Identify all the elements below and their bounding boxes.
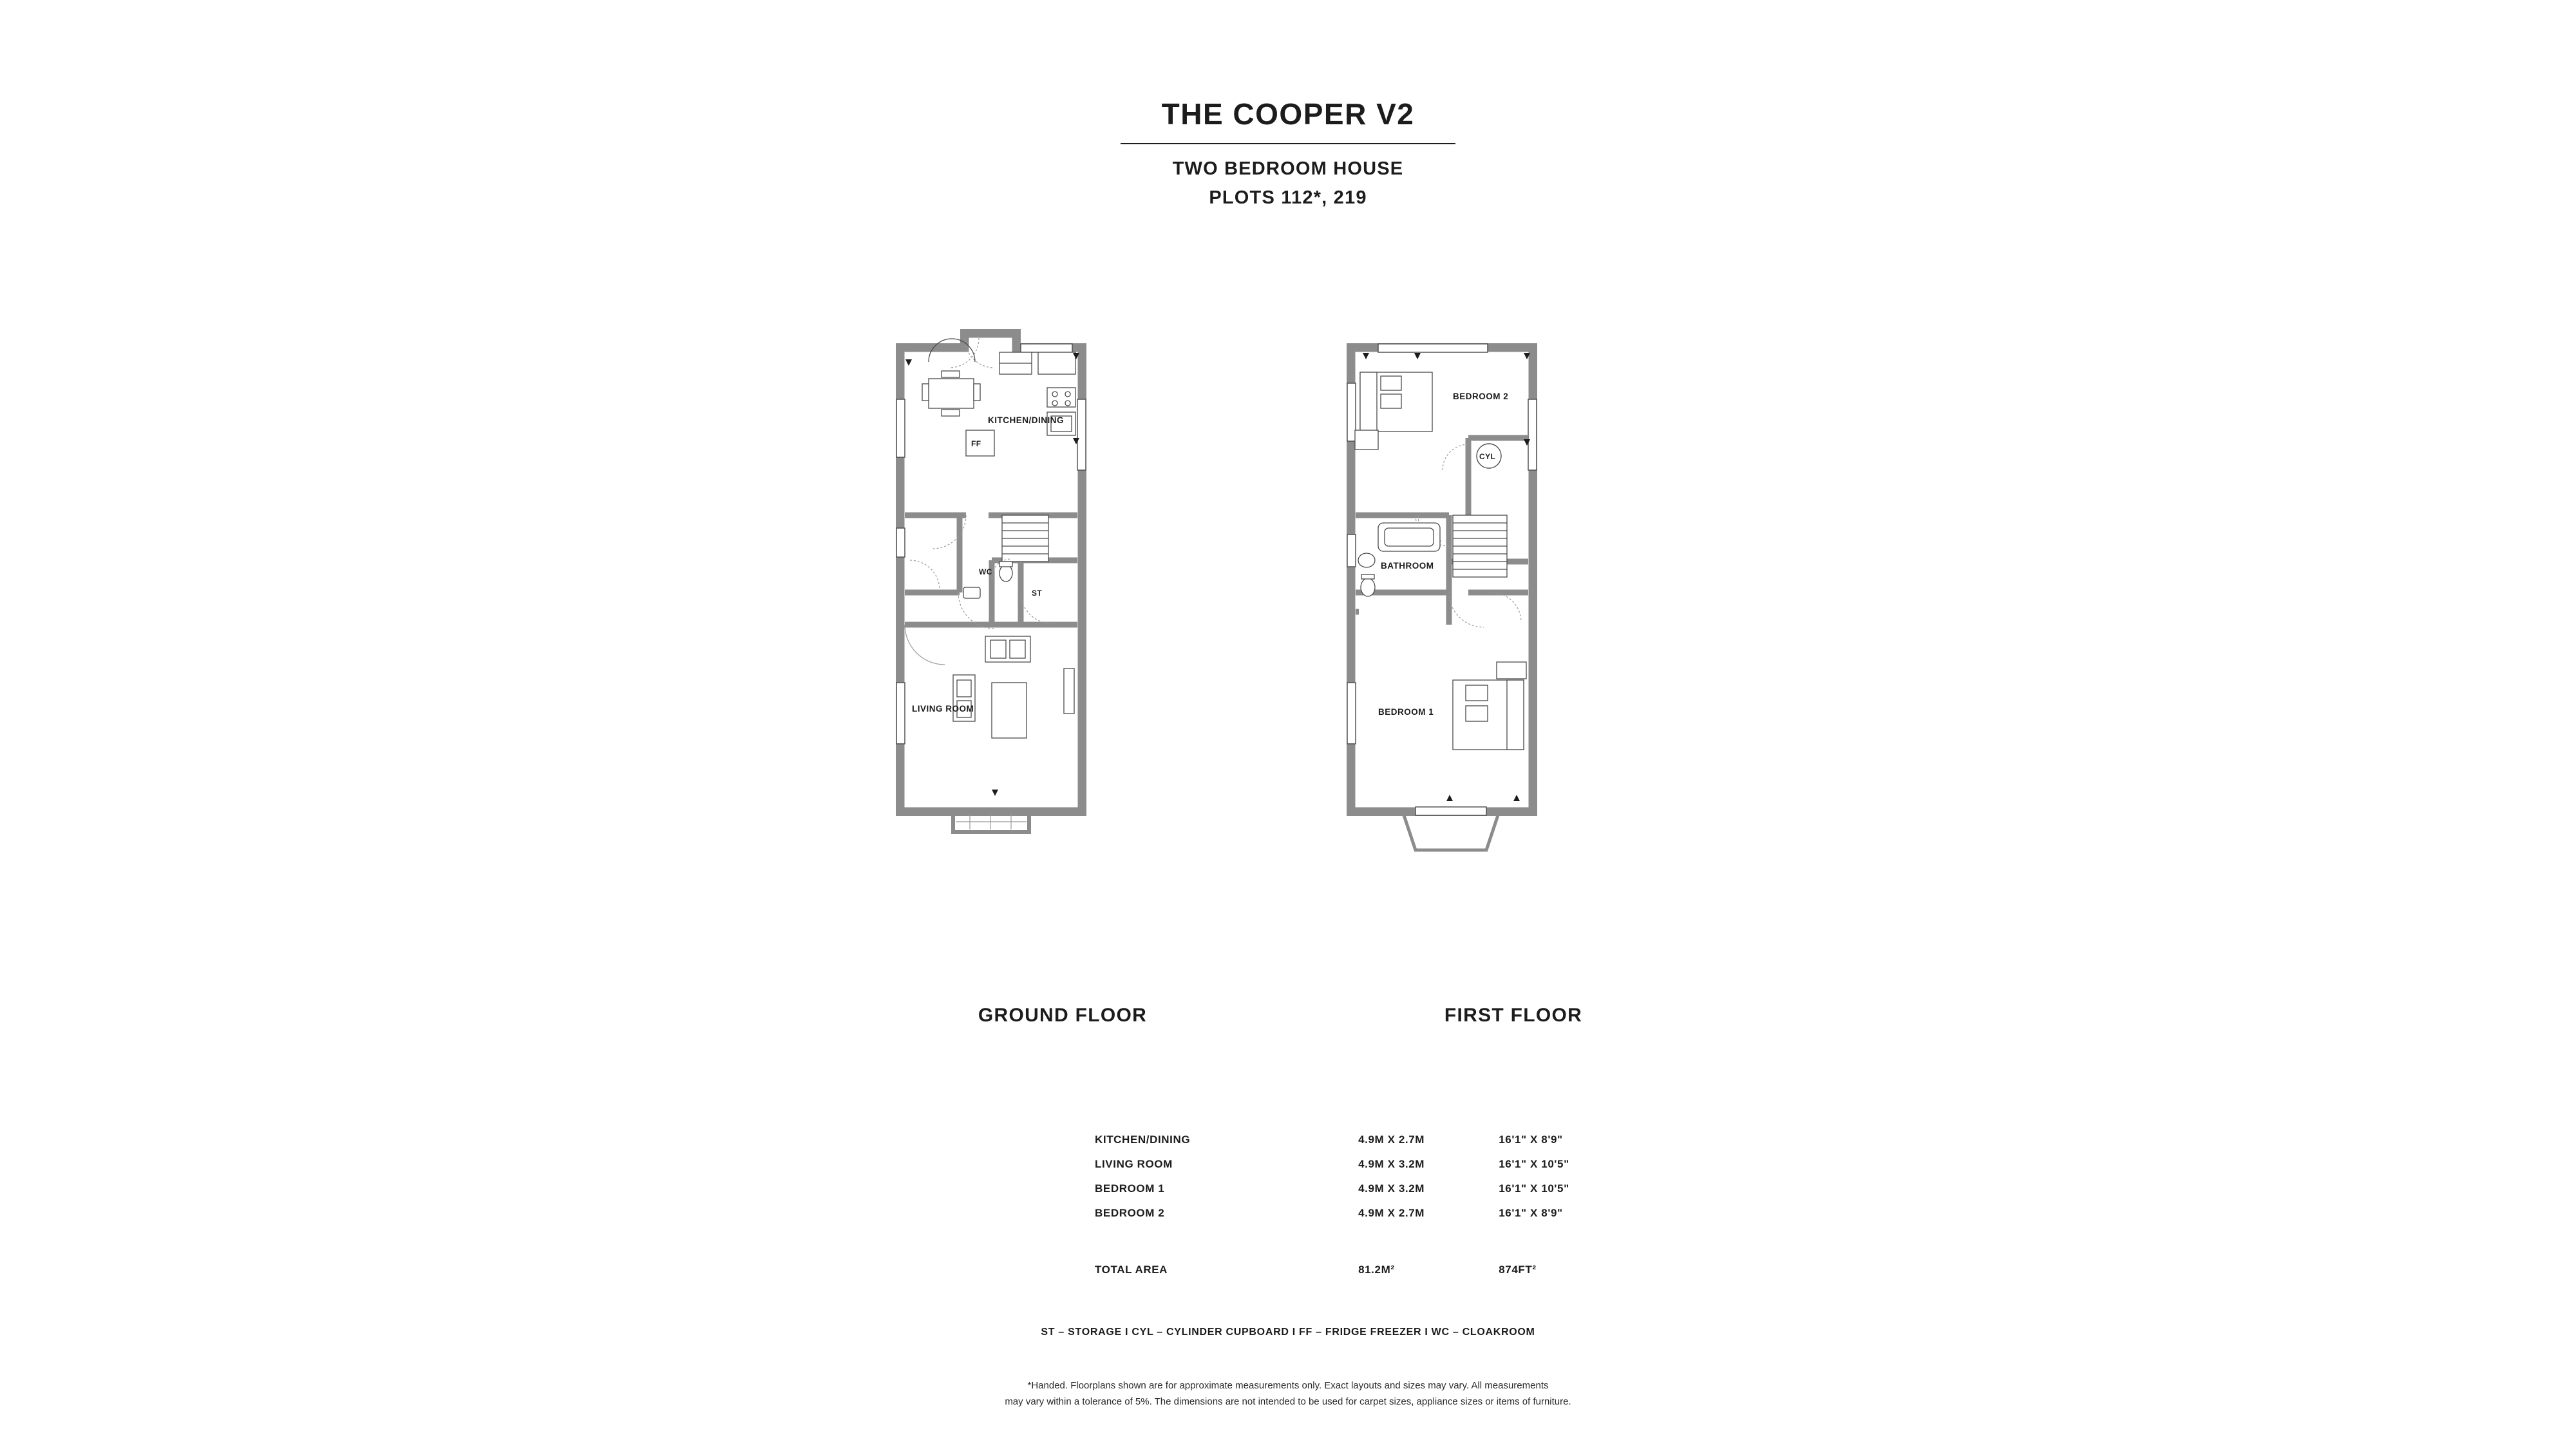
disclaimer-line-2: may vary within a tolerance of 5%. The dimensions are not intended to be used for carpet sizes, appliance sizes or items of furniture. bbox=[1005, 1396, 1571, 1407]
room-label-ff: FF bbox=[971, 439, 981, 448]
plan-plots: PLOTS 112*, 219 bbox=[1209, 187, 1367, 208]
room-label-st: ST bbox=[1032, 589, 1043, 598]
porch-hatch bbox=[956, 814, 1027, 829]
bed-two-icon bbox=[1355, 372, 1432, 450]
plan-header bbox=[0, 97, 2576, 209]
ground-floor-caption: GROUND FLOOR bbox=[978, 1005, 1148, 1026]
schedule-room-name: LIVING ROOM bbox=[1095, 1158, 1173, 1170]
table-row bbox=[1095, 1133, 1674, 1158]
disclaimer bbox=[0, 1378, 2576, 1410]
table-row bbox=[1095, 1182, 1674, 1207]
schedule-room-imperial: 16'1" X 10'5" bbox=[1499, 1158, 1569, 1170]
room-schedule bbox=[1095, 1133, 1674, 1288]
schedule-room-imperial: 16'1" X 10'5" bbox=[1499, 1182, 1569, 1195]
schedule-room-metric: 4.9M X 3.2M bbox=[1358, 1182, 1425, 1195]
schedule-total-imperial: 874FT² bbox=[1499, 1264, 1537, 1276]
room-label-wc: WC bbox=[979, 567, 992, 576]
schedule-room-name: BEDROOM 2 bbox=[1095, 1207, 1165, 1219]
table-row-total bbox=[1095, 1231, 1674, 1288]
schedule-room-name: BEDROOM 1 bbox=[1095, 1182, 1165, 1195]
page-title: THE COOPER V2 bbox=[1161, 97, 1415, 131]
living-furniture-icon bbox=[953, 636, 1074, 738]
abbreviations-key: ST – STORAGE I CYL – CYLINDER CUPBOARD I FF – FRIDGE FREEZER I WC – CLOAKROOM bbox=[1041, 1327, 1535, 1338]
ground-floor-plan bbox=[889, 322, 1236, 934]
staircase-icon bbox=[1002, 515, 1048, 562]
room-label-living: LIVING ROOM bbox=[912, 704, 974, 714]
plan-subtitle: TWO BEDROOM HOUSE bbox=[1172, 158, 1404, 179]
table-row bbox=[1095, 1158, 1674, 1182]
room-label-bedroom-1: BEDROOM 1 bbox=[1378, 707, 1434, 717]
schedule-room-name: KITCHEN/DINING bbox=[1095, 1133, 1191, 1146]
bathroom-fittings-icon bbox=[1358, 523, 1440, 596]
schedule-total-metric: 81.2M² bbox=[1358, 1264, 1395, 1276]
room-label-bedroom-2: BEDROOM 2 bbox=[1453, 392, 1509, 401]
disclaimer-line-1: *Handed. Floorplans shown are for approximate measurements only. Exact layouts and sizes may vary. All measurements bbox=[1027, 1380, 1549, 1391]
first-floor-plan bbox=[1340, 322, 1687, 934]
first-floor-caption: FIRST FLOOR bbox=[1444, 1005, 1583, 1026]
room-label-cyl: CYL bbox=[1479, 452, 1496, 461]
schedule-room-imperial: 16'1" X 8'9" bbox=[1499, 1133, 1563, 1146]
schedule-room-metric: 4.9M X 2.7M bbox=[1358, 1207, 1425, 1219]
schedule-room-imperial: 16'1" X 8'9" bbox=[1499, 1207, 1563, 1219]
room-label-bathroom: BATHROOM bbox=[1381, 561, 1434, 571]
room-label-kitchen: KITCHEN/DINING bbox=[988, 415, 1064, 425]
bed-one-icon bbox=[1453, 662, 1526, 750]
schedule-room-metric: 4.9M X 2.7M bbox=[1358, 1133, 1425, 1146]
schedule-room-metric: 4.9M X 3.2M bbox=[1358, 1158, 1425, 1170]
table-row bbox=[1095, 1207, 1674, 1231]
schedule-total-label: TOTAL AREA bbox=[1095, 1264, 1168, 1276]
staircase-icon bbox=[1453, 515, 1507, 577]
title-divider bbox=[1121, 143, 1455, 144]
entrance-canopy-icon bbox=[1404, 815, 1498, 850]
